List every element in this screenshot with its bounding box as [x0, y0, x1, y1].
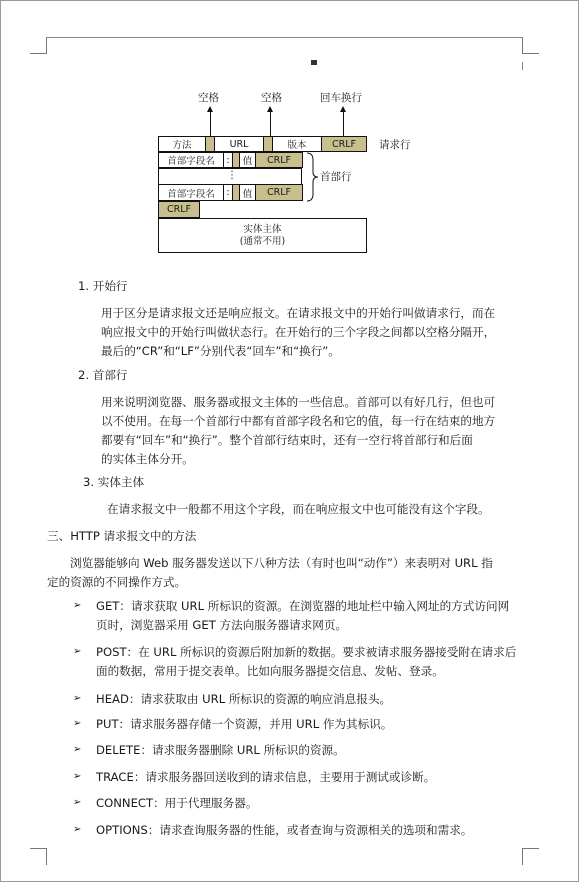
bullet-arrow-icon: ➢ [73, 744, 82, 755]
header-crlf-cell-1: CRLF [255, 152, 303, 168]
crop-mark-top-left [30, 37, 47, 54]
section-heading-entity-body: 3. 实体主体 [83, 475, 145, 489]
header-lines-label: 首部行 [320, 171, 352, 183]
header-value-cell-2: 值 [239, 184, 256, 201]
methods-intro-1: 浏览器能够向 Web 服务器发送以下八种方法（有时也叫“动作”）来表明对 URL 指 [70, 556, 493, 570]
header-rule [46, 37, 522, 38]
bullet-arrow-icon: ➢ [73, 718, 82, 729]
request-line-label: 请求行 [379, 139, 411, 151]
method-options-line: OPTIONS：请求查询服务器的性能，或者查询与资源相关的选项和需求。 [96, 823, 473, 837]
blank-line-crlf-cell: CRLF [158, 201, 200, 218]
method-trace-line: TRACE：请求服务器回送收到的请求信息，主要用于测试或诊断。 [96, 770, 436, 784]
space-label-1: 空格 [198, 92, 219, 104]
header-colon-cell-1: : [223, 152, 233, 168]
section-para-entity-body: 在请求报文中一般都不用这个字段，而在响应报文中也可能没有这个字段。 [107, 502, 490, 516]
entity-body-note: (通常不用) [239, 235, 286, 247]
method-delete-line: DELETE：请求服务器删除 URL 所标识的资源。 [96, 743, 345, 757]
bullet-arrow-icon: ➢ [73, 600, 82, 611]
method-get-line-1: GET：请求获取 URL 所标识的资源。在浏览器的地址栏中输入网址的方式访问网 [96, 599, 510, 613]
section-para-start-line-3: 最后的“CR”和“LF”分别代表“回车”和“换行”。 [101, 344, 340, 358]
version-cell: 版本 [272, 136, 322, 152]
header-colon-cell-2: : [223, 184, 233, 201]
crop-mark-bottom-right [522, 848, 539, 865]
method-head-line: HEAD：请求获取由 URL 所标识的资源的响应消息报头。 [96, 692, 392, 706]
bullet-arrow-icon: ➢ [73, 693, 82, 704]
space-label-2: 空格 [261, 92, 282, 104]
header-name-cell-1: 首部字段名 [158, 152, 224, 168]
bullet-arrow-icon: ➢ [73, 797, 82, 808]
header-name-cell-2: 首部字段名 [158, 184, 224, 201]
entity-body-cell [158, 218, 367, 253]
arrow-shaft-3 [343, 110, 344, 136]
crlf-top-label: 回车换行 [320, 92, 362, 104]
bullet-arrow-icon: ➢ [73, 646, 82, 657]
methods-intro-2: 定的资源的不同操作方式。 [47, 575, 187, 589]
section-para-start-line-2: 响应报文中的开始行叫做状态行。在开始行的三个字段之间都以空格分隔开， [101, 325, 496, 339]
method-get-line-2: 页时，浏览器采用 GET 方法向服务器请求网页。 [96, 618, 348, 632]
methods-heading: 三、HTTP 请求报文中的方法 [47, 529, 197, 543]
section-heading-header-lines: 2. 首部行 [78, 368, 128, 382]
method-cell: 方法 [158, 136, 206, 152]
header-crlf-cell-2: CRLF [255, 184, 303, 201]
section-heading-start-line: 1. 开始行 [78, 279, 128, 293]
margin-tick [522, 62, 523, 70]
request-crlf-cell: CRLF [321, 136, 367, 152]
bullet-arrow-icon: ➢ [73, 824, 82, 835]
section-para-header-2: 以不使用。在每一个首部行中都有首部字段名和它的值，每一行在结束的地方 [101, 414, 496, 428]
header-ellipsis: ⋮ [227, 170, 237, 181]
arrow-shaft-2 [270, 110, 271, 136]
arrow-head-2 [267, 106, 273, 112]
url-cell: URL [214, 136, 264, 152]
cursor-mark [311, 60, 317, 65]
header-brace [306, 152, 320, 202]
section-para-header-1: 用来说明浏览器、服务器或报文主体的一些信息。首部可以有好几行，但也可 [101, 395, 496, 409]
method-post-line-2: 面的数据，常用于提交表单。比如向服务器提交信息、发帖、登录。 [96, 664, 444, 678]
bullet-arrow-icon: ➢ [73, 771, 82, 782]
arrow-head-3 [340, 106, 346, 112]
arrow-head-1 [207, 106, 213, 112]
method-post-line-1: POST：在 URL 所标识的资源后附加新的数据。要求被请求服务器接受附在请求后 [96, 645, 517, 659]
section-para-start-line-1: 用于区分是请求报文还是响应报文。在请求报文中的开始行叫做请求行，而在 [101, 306, 496, 320]
section-para-header-3: 都要有“回车”和“换行”。整个首部行结束时，还有一空行将首部行和后面 [101, 433, 473, 447]
header-value-cell-1: 值 [239, 152, 256, 168]
crop-mark-top-right [522, 37, 539, 54]
arrow-shaft-1 [210, 110, 211, 136]
entity-body-title: 实体主体 [243, 223, 282, 235]
method-connect-line: CONNECT：用于代理服务器。 [96, 796, 258, 810]
section-para-header-4: 的实体主体分开。 [101, 452, 194, 466]
method-put-line: PUT：请求服务器存储一个资源，并用 URL 作为其标识。 [96, 717, 393, 731]
crop-mark-bottom-left [30, 848, 47, 865]
